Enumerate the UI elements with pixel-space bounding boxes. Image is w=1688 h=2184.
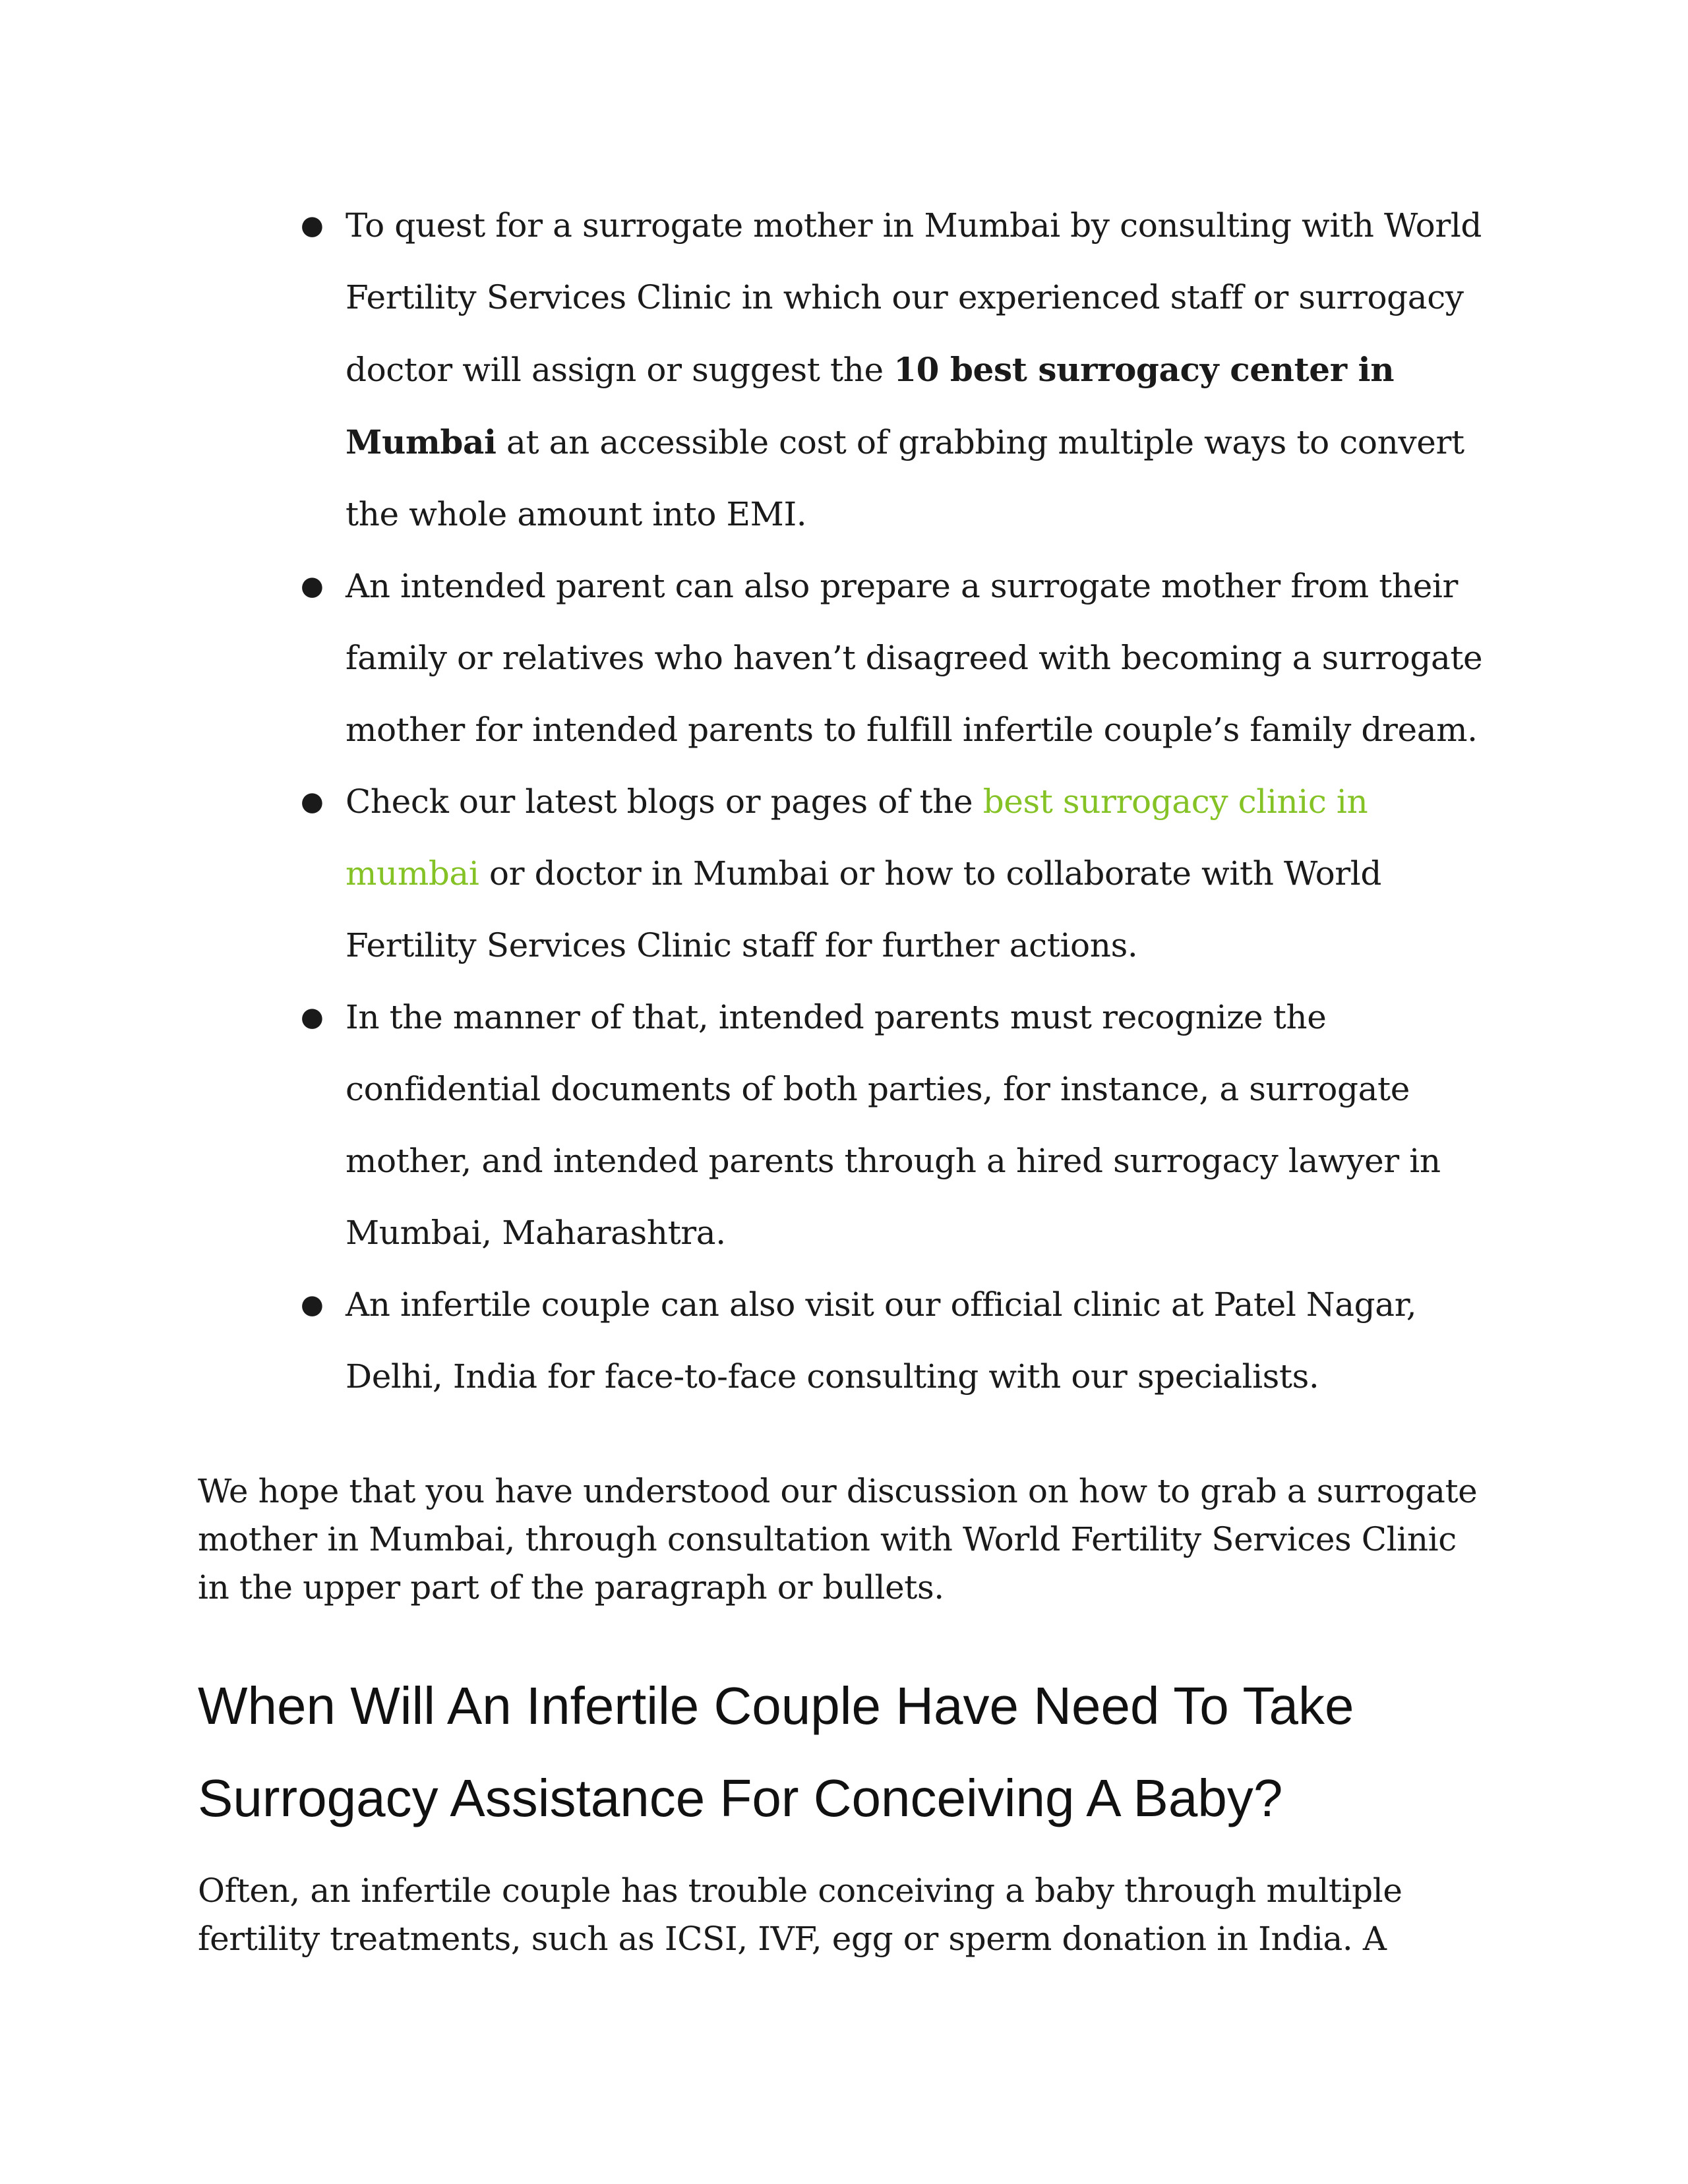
surrogacy-clinic-link[interactable]: best surrogacy clinic in mumbai xyxy=(346,782,1368,893)
bullet-text-segment: Check our latest blogs or pages of the xyxy=(346,782,983,821)
bullet-item xyxy=(290,190,1490,550)
bold-phrase: 10 best surrogacy center in Mumbai xyxy=(346,350,1395,461)
summary-paragraph: We hope that you have understood our discussion on how to grab a surrogate mother in Mumbai, through consultation with World Fertility Services Clinic in the upper part of the paragraph or bullets. xyxy=(198,1472,1478,1607)
bullet-item xyxy=(290,766,1490,982)
bullet-dot-icon: ● xyxy=(301,1289,324,1320)
bullet-dot-icon: ● xyxy=(301,210,324,241)
bullet-text: An intended parent can also prepare a surrogate mother from their family or relatives who haven’t disagreed with becoming a surrogate mother for intended parents to fulfill infertile couple’s family dream. xyxy=(346,567,1483,749)
section-heading: When Will An Infertile Couple Have Need To Take Surrogacy Assistance For Conceiving A Baby? xyxy=(198,1676,1354,1827)
intro-paragraph: Often, an infertile couple has trouble conceiving a baby through multiple fertility treatments, such as ICSI, IVF, egg or sperm donation in India. A xyxy=(198,1872,1402,1958)
bullet-list xyxy=(290,190,1490,1413)
bullet-text-segment: at an accessible cost of grabbing multiple ways to convert the whole amount into EMI. xyxy=(346,423,1464,533)
bullet-text xyxy=(346,782,1381,964)
bullet-text xyxy=(346,206,1482,533)
bullet-item xyxy=(290,1269,1490,1413)
bullet-item xyxy=(290,550,1490,766)
bullet-dot-icon: ● xyxy=(301,1002,324,1032)
bullet-text-segment: or doctor in Mumbai or how to collaborate with World Fertility Services Clinic staff for further actions. xyxy=(346,854,1381,964)
bullet-text: In the manner of that, intended parents must recognize the confidential documents of both parties, for instance, a surrogate mother, and intended parents through a hired surrogacy lawyer in Mumbai, Maharashtra. xyxy=(346,998,1441,1252)
bullet-text-segment: To quest for a surrogate mother in Mumbai by consulting with World Fertility Services Clinic in which our experienced staff or surrogacy doctor will assign or suggest the xyxy=(346,206,1482,389)
bullet-text: An infertile couple can also visit our official clinic at Patel Nagar, Delhi, India for face-to-face consulting with our specialists. xyxy=(346,1285,1417,1396)
bullet-dot-icon: ● xyxy=(301,786,324,817)
bullet-item xyxy=(290,982,1490,1269)
bullet-dot-icon: ● xyxy=(301,571,324,601)
